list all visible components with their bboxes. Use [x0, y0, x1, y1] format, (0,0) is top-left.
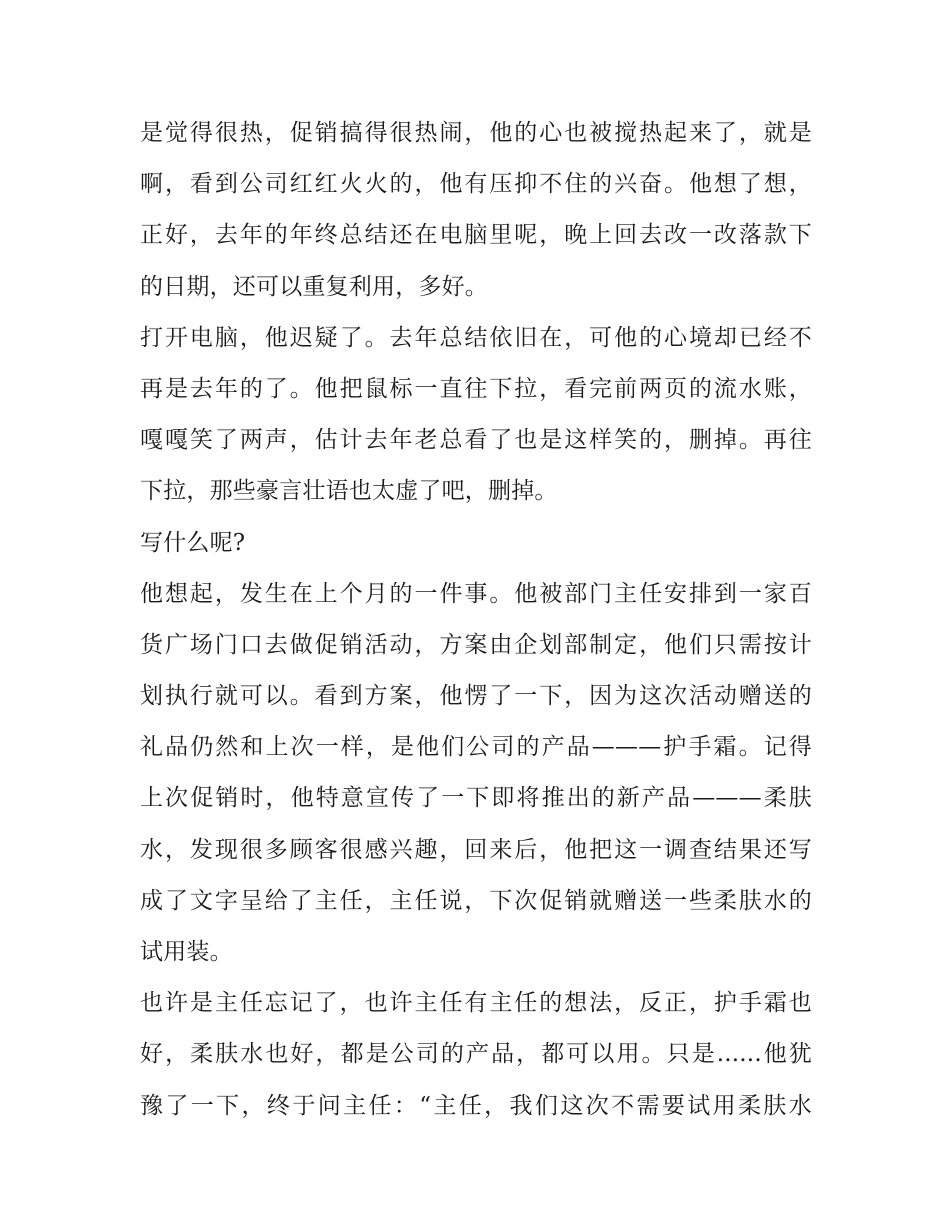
text-line: 货广场门口去做促销活动，方案由企划部制定，他们只需按计 — [140, 631, 812, 658]
text-line: 水，发现很多顾客很感兴趣，回来后，他把这一调查结果还写 — [140, 836, 812, 863]
text-line: 打开电脑，他迟疑了。去年总结依旧在，可他的心境却已经不 — [140, 324, 812, 351]
text-line: 成了文字呈给了主任，主任说，下次促销就赠送一些柔肤水的 — [140, 887, 812, 914]
document-body — [140, 108, 812, 1132]
text-line: 上次促销时，他特意宣传了一下即将推出的新产品———柔肤 — [140, 785, 812, 812]
text-line: 礼品仍然和上次一样，是他们公司的产品———护手霜。记得 — [140, 734, 812, 761]
text-line: 试用装。 — [140, 939, 233, 965]
text-line: 划执行就可以。看到方案，他愣了一下，因为这次活动赠送的 — [140, 683, 812, 710]
text-line: 好，柔肤水也好，都是公司的产品，都可以用。只是......他犹 — [140, 1041, 812, 1068]
text-line: 豫了一下，终于问主任：“主任，我们这次不需要试用柔肤水 — [140, 1092, 812, 1119]
text-line: 他想起，发生在上个月的一件事。他被部门主任安排到一家百 — [140, 580, 812, 607]
text-line: 啊，看到公司红红火火的，他有压抑不住的兴奋。他想了想， — [140, 171, 812, 198]
text-line: 下拉，那些豪言壮语也太虚了吧，删掉。 — [140, 478, 558, 505]
text-line: 的日期，还可以重复利用，多好。 — [140, 273, 488, 300]
text-line: 正好，去年的年终总结还在电脑里呢，晚上回去改一改落款下 — [140, 222, 812, 249]
text-line: 写什么呢? — [140, 529, 246, 556]
text-line: 是觉得很热，促销搞得很热闹，他的心也被搅热起来了，就是 — [140, 120, 812, 146]
text-line: 也许是主任忘记了，也许主任有主任的想法，反正，护手霜也 — [140, 990, 812, 1017]
text-line: 嘎嘎笑了两声，估计去年老总看了也是这样笑的，删掉。再往 — [140, 427, 812, 454]
text-line: 再是去年的了。他把鼠标一直往下拉，看完前两页的流水账， — [140, 375, 812, 402]
